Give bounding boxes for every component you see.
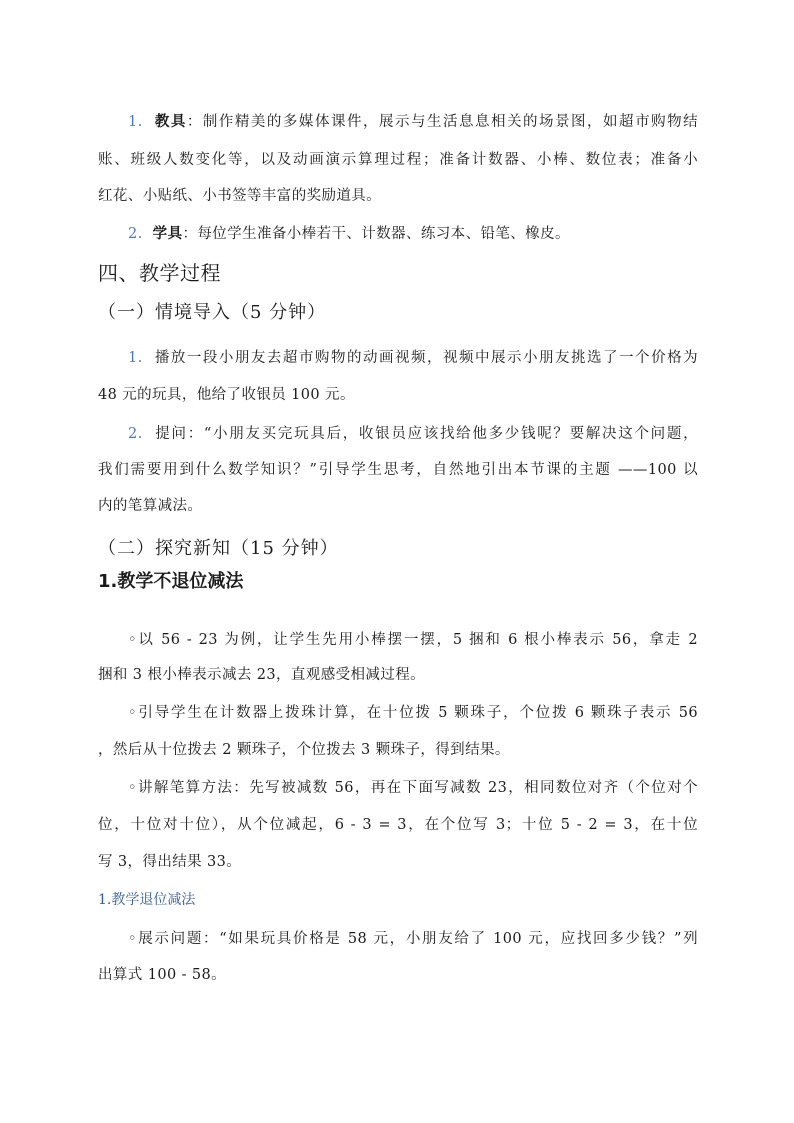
subsection-heading: （二）探究新知（15 分钟） [98, 538, 339, 559]
list-number: 1. [128, 114, 143, 130]
materials-item1-line3: 红花、小贴纸、小书签等丰富的奖励道具。 [98, 188, 382, 204]
part1-item2-line2: 我们需要用到什么数学知识？”引导学生思考，自然地引出本节课的主题 ——100 以 [98, 462, 698, 478]
sub1-p1-line1: ◦以 56 - 23 为例，让学生先用小棒摆一摆，5 捆和 6 根小棒表示 56，拿走 2 [128, 632, 698, 648]
sub2-p1-line1: ◦展示问题：“如果玩具价格是 58 元，小朋友给了 100 元，应找回多少钱？”列 [128, 931, 698, 947]
part1-item1-line2: 48 元的玩具，他给了收银员 100 元。 [98, 387, 355, 403]
list-number: 1. [128, 350, 143, 366]
part1-item2-line1 [128, 424, 698, 444]
text-run: 播放一段小朋友去超市购物的动画视频，视频中展示小朋友挑选了一个价格为 [154, 350, 698, 366]
section-heading: 四、教学过程 [98, 261, 221, 285]
list-number: 2. [128, 426, 143, 442]
sub1-p3-line3: 写 3，得出结果 33。 [98, 854, 242, 870]
materials-item1-line2: 账、班级人数变化等，以及动画演示算理过程；准备计数器、小棒、数位表；准备小 [98, 152, 698, 168]
sub1-p3-line2: 位，十位对十位），从个位减起，6 - 3 = 3，在个位写 3；十位 5 - 2 = 3，在十位 [98, 817, 698, 833]
bold-subheading: 1.教学不退位减法 [98, 571, 244, 592]
text-run: 提问：“小朋友买完玩具后，收银员应该找给他多少钱呢？要解决这个问题， [155, 426, 698, 442]
materials-item1-line1 [128, 112, 698, 132]
sub1-p3-line1: ◦讲解笔算方法：先写被减数 56，再在下面写减数 23，相同数位对齐（个位对个 [128, 780, 698, 796]
text-run: ：制作精美的多媒体课件，展示与生活息息相关的场景图，如超市购物结 [186, 114, 698, 130]
bold-label: 学具 [152, 225, 183, 242]
list-number: 2. [128, 226, 143, 242]
sub2-p1-line2: 出算式 100 - 58。 [98, 967, 227, 983]
part1-item1-line1 [128, 348, 698, 368]
text-run: ：每位学生准备小棒若干、计数器、练习本、铅笔、橡皮。 [182, 226, 570, 242]
bold-label: 教具 [154, 113, 187, 130]
sub1-p2-line2: ，然后从十位拨去 2 颗珠子，个位拨去 3 颗珠子，得到结果。 [98, 742, 510, 758]
sub1-p1-line2: 捆和 3 根小棒表示减去 23，直观感受相减过程。 [98, 667, 426, 683]
blue-subheading: 1.教学退位减法 [98, 892, 196, 908]
part1-item2-line3: 内的笔算减法。 [98, 498, 203, 514]
materials-item2 [128, 224, 728, 244]
subsection-heading: （一）情境导入（5 分钟） [98, 302, 327, 323]
sub1-p2-line1: ◦引导学生在计数器上拨珠计算，在十位拨 5 颗珠子，个位拨 6 颗珠子表示 56 [128, 705, 698, 721]
